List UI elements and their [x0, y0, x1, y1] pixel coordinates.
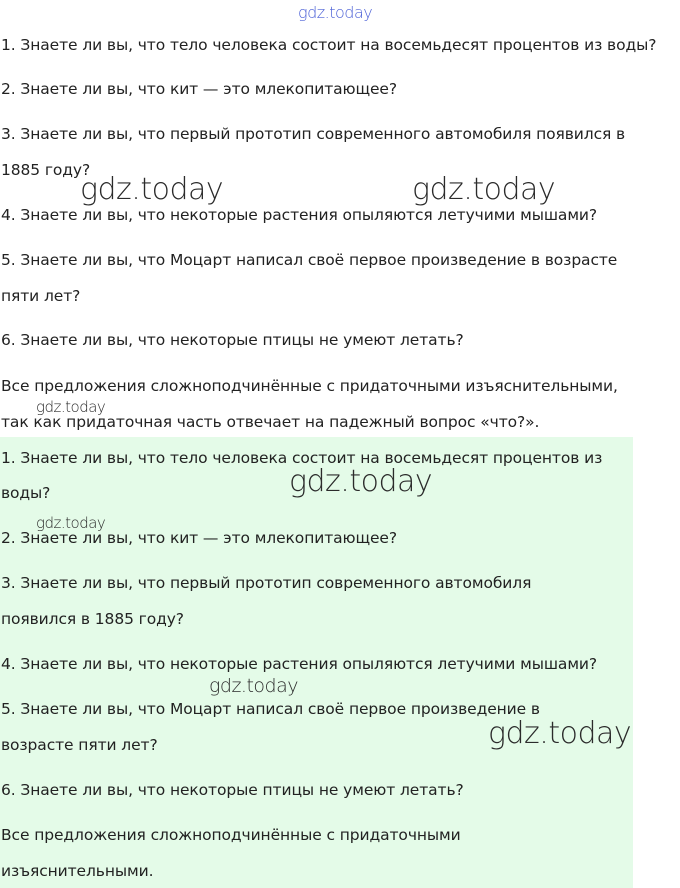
watermark: gdz.today — [412, 172, 556, 207]
watermark: gdz.today — [289, 464, 433, 499]
green-item-1-line-b: воды? — [1, 484, 51, 502]
green-conclusion-line-a: Все предложения сложноподчинённые с придаточными — [1, 826, 461, 844]
green-item-3-line-b: появился в 1885 году? — [1, 610, 184, 628]
item-2-line: 2. Знаете ли вы, что кит — это млекопитающее? — [1, 80, 397, 98]
watermark: gdz.today — [488, 716, 632, 751]
item-5-line-b: пяти лет? — [1, 287, 81, 305]
green-item-6-line: 6. Знаете ли вы, что некоторые птицы не умеют летать? — [1, 781, 464, 799]
green-item-2-line: 2. Знаете ли вы, что кит — это млекопитающее? — [1, 529, 397, 547]
item-3-line-b: 1885 году? — [1, 161, 91, 179]
item-5-line-a: 5. Знаете ли вы, что Моцарт написал своё первое произведение в возрасте — [1, 251, 618, 269]
watermark: gdz.today — [36, 514, 106, 532]
item-1-line: 1. Знаете ли вы, что тело человека состоит на восемьдесят процентов из воды? — [1, 36, 657, 54]
green-item-4-line: 4. Знаете ли вы, что некоторые растения опыляются летучими мышами? — [1, 655, 598, 673]
watermark: gdz.today — [36, 398, 106, 416]
green-item-3-line-a: 3. Знаете ли вы, что первый прототип современного автомобиля — [1, 574, 532, 592]
watermark: gdz.today — [80, 172, 224, 207]
item-4-line: 4. Знаете ли вы, что некоторые растения опыляются летучими мышами? — [1, 206, 598, 224]
green-item-5-line-a: 5. Знаете ли вы, что Моцарт написал своё первое произведение в — [1, 700, 540, 718]
conclusion-line-a: Все предложения сложноподчинённые с придаточными изъяснительными, — [1, 377, 618, 395]
green-item-1-line-a: 1. Знаете ли вы, что тело человека состоит на восемьдесят процентов из — [1, 449, 603, 467]
green-conclusion-line-b: изъяснительными. — [1, 862, 154, 880]
green-item-5-line-b: возрасте пяти лет? — [1, 736, 158, 754]
item-6-line: 6. Знаете ли вы, что некоторые птицы не умеют летать? — [1, 331, 464, 349]
watermark: gdz.today — [209, 675, 298, 697]
conclusion-line-b: так как придаточная часть отвечает на падежный вопрос «что?». — [1, 413, 540, 431]
header-watermark: gdz.today — [298, 3, 373, 22]
item-3-line-a: 3. Знаете ли вы, что первый прототип современного автомобиля появился в — [1, 125, 626, 143]
